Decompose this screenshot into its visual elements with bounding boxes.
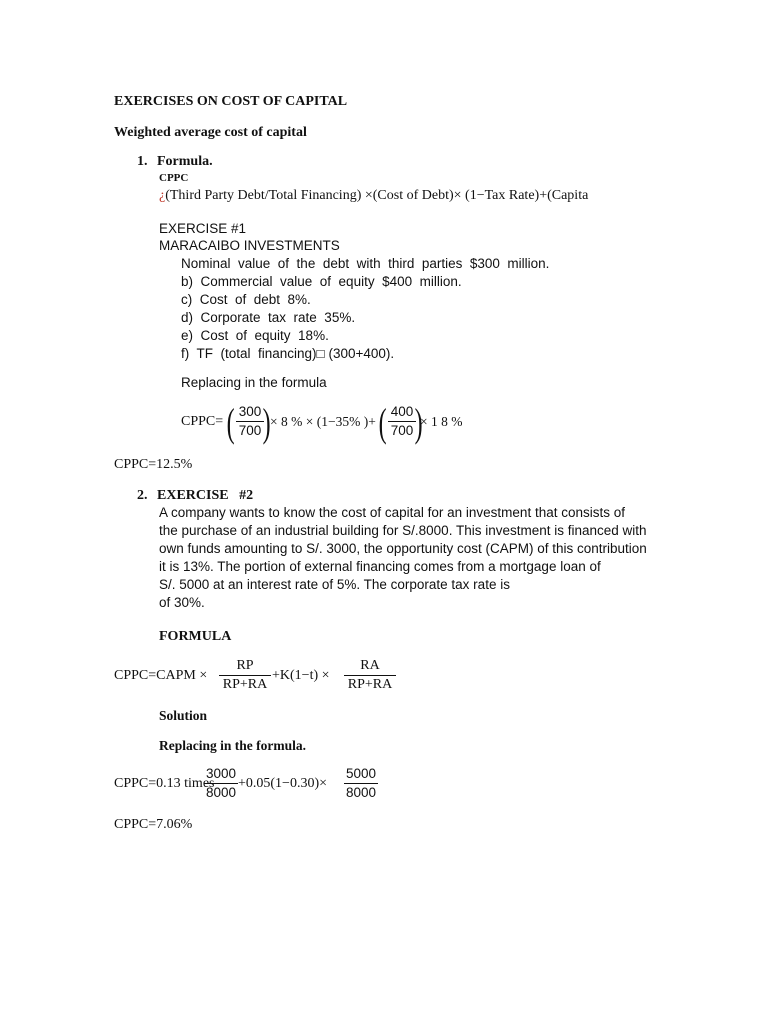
left-paren: ( [378,400,387,445]
fraction-bar [388,421,416,422]
exercise1-company: MARACAIBO INVESTMENTS [159,238,340,253]
exercise1-result: CPPC=12.5% [114,457,193,472]
fraction-bar [344,675,396,676]
exercise1-title: EXERCISE #1 [159,221,247,236]
right-paren: ) [414,400,423,445]
formula1-fraction2 [388,404,416,439]
formula-text: (Third Party Debt/Total Financing) ×(Cost of Debt)× (1−Tax Rate)+(Capita [165,188,589,203]
fraction-denominator: RP+RA [222,677,268,692]
formula1-middle: × 8 % × (1−35% )+ [270,414,376,429]
formula1-lhs: CPPC= [181,414,224,429]
exercise2-paragraph-line: the purchase of an industrial building for S/.8000. This investment is financed with [159,523,647,538]
solution-heading: Solution [159,708,208,723]
right-paren: ) [262,400,271,445]
fraction-denominator: 8000 [345,785,377,800]
fraction-numerator: 3000 [205,766,237,781]
formula2-middle: +K(1−t) × [272,668,330,683]
exercise2-paragraph-line: own funds amounting to S/. 3000, the opportunity cost (CAPM) of this contribution [159,541,647,556]
exercise1-item: c) Cost of debt 8%. [181,292,311,307]
fraction-bar [204,783,238,784]
formula-mark: ¿ [159,188,166,203]
formula2-fraction2 [344,658,396,693]
document-title: EXERCISES ON COST OF CAPITAL [114,94,348,109]
exercise1-item: b) Commercial value of equity $400 million. [181,274,462,289]
fraction-bar [236,421,264,422]
exercise2-paragraph-line: S/. 5000 at an interest rate of 5%. The corporate tax rate is [159,577,510,592]
formula-label: CPPC [159,172,189,184]
fraction-bar [344,783,378,784]
fraction-bar [219,675,271,676]
fraction-denominator: 8000 [205,785,237,800]
exercise2-paragraph-line: it is 13%. The portion of external financing comes from a mortgage loan of [159,559,601,574]
formula-heading: FORMULA [159,629,232,644]
section1-number: 1. [137,154,148,169]
substituted-middle: +0.05(1−0.30)× [238,776,328,791]
substituted-lhs: CPPC=0.13 times [114,776,215,791]
section-subtitle: Weighted average cost of capital [114,125,307,140]
substituted-fraction1 [204,766,238,801]
fraction-numerator: 300 [238,404,262,419]
exercise1-replacing: Replacing in the formula [181,375,327,390]
formula2-fraction1 [219,658,271,693]
exercise1-item: e) Cost of equity 18%. [181,328,329,343]
exercise1-item: Nominal value of the debt with third parties $300 million. [181,256,550,271]
formula1-fraction1 [236,404,264,439]
exercise2-paragraph-line: of 30%. [159,595,205,610]
formula1-tail: × 1 8 % [420,414,463,429]
substituted-fraction2 [344,766,378,801]
fraction-numerator: 400 [390,404,414,419]
fraction-denominator: 700 [238,423,262,438]
formula2-lhs: CPPC=CAPM × [114,668,208,683]
exercise2-paragraph-line: A company wants to know the cost of capital for an investment that consists of [159,505,625,520]
section1-heading: Formula. [157,154,213,169]
fraction-numerator: RP [236,658,254,673]
exercise2-result: CPPC=7.06% [114,817,193,832]
fraction-numerator: RA [360,658,380,673]
left-paren: ( [226,400,235,445]
exercise2-heading: EXERCISE #2 [157,488,254,503]
exercise1-item: f) TF (total financing)□ (300+400). [181,346,395,361]
fraction-denominator: 700 [390,423,414,438]
exercise2-number: 2. [137,488,148,503]
solution-replacing: Replacing in the formula. [159,738,306,753]
wacc-formula [159,188,588,204]
fraction-denominator: RP+RA [347,677,393,692]
fraction-numerator: 5000 [345,766,377,781]
exercise1-item: d) Corporate tax rate 35%. [181,310,356,325]
